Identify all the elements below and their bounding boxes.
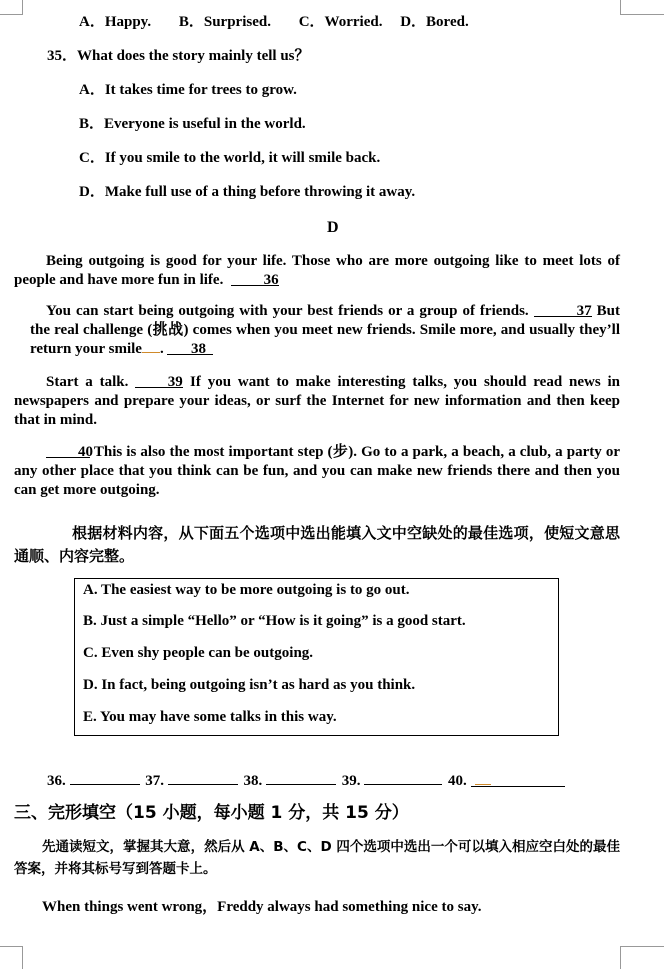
answer-line [47,770,565,791]
blank-39-number: 39 [167,374,183,390]
blank-38-number: 38 [190,341,206,357]
section-3-heading: 三、完形填空（15 小题，每小题 1 分，共 15 分） [14,803,409,823]
passage-paragraph-4 [14,443,620,500]
answer-field-37[interactable] [168,770,238,785]
corner-mark-top-right [620,0,664,15]
paragraph-2-text-b: But the real challenge (挑战) comes when you meet new friends. Smile more, and usually they’ll return your smile [30,303,620,357]
q35-option-c[interactable]: C．If you smile to the world, it will smile back. [79,150,381,166]
blank-40[interactable] [46,443,93,460]
corner-mark-bottom-right [620,946,664,969]
q35-option-d[interactable]: D．Make full use of a thing before throwing it away. [79,184,416,200]
answer-label-36: 36. [47,773,66,789]
q34-option-b[interactable]: B．Surprised. [178,14,271,30]
q35-stem: 35．What does the story mainly tell us？ [47,48,310,64]
task-instruction: 根据材料内容，从下面五个选项中选出能填入文中空缺处的最佳选项，使短文意思通顺、内容完整。 [14,524,620,565]
blank-40-number: 40 [78,444,93,460]
blank-36-number: 36 [263,272,279,288]
answer-label-37: 37. [145,773,164,789]
answer-field-39[interactable] [364,770,442,785]
answer-label-38: 38. [243,773,263,789]
blank-37[interactable] [534,302,592,317]
paragraph-1-text: Being outgoing is good for your life. Those who are more outgoing like to meet lots of people and have more fun in life. [14,253,620,288]
choice-b[interactable]: B. Just a simple “Hello” or “How is it going” is a good start. [83,613,466,629]
q34-option-d[interactable]: D．Bored. [400,14,469,30]
answer-label-40: 40. [448,773,467,789]
q34-options [79,13,469,32]
cloze-first-line: When things went wrong，Freddy always had something nice to say. [42,899,482,915]
paragraph-2-text-a: You can start being outgoing with your best friends or a group of friends. [46,303,529,319]
blank-36[interactable] [231,271,279,286]
choices-box [74,578,559,736]
paragraph-3-text-b: If you want to make interesting talks, you should read news in newspapers and prepare your ideas, or surf the Internet for new information and then keep that in mind. [14,374,621,428]
choice-e[interactable]: E. You may have some talks in this way. [83,709,337,725]
corner-mark-top-left [0,0,23,15]
blank-37-number: 37 [576,303,592,319]
blank-38[interactable] [167,340,213,355]
answer-label-39: 39. [341,773,361,789]
q34-option-a[interactable]: A．Happy. [79,14,152,30]
passage-paragraph-1 [14,252,620,290]
q35-option-b[interactable]: B．Everyone is useful in the world. [79,116,306,132]
passage-paragraph-2: You can start being outgoing with your best friends or a group of friends. 37 But the real challenge (挑战) comes when you meet new friends. Smile more, and usually they’ll return your smile . 38 [30,303,620,357]
section-3-instruction: 先通读短文，掌握其大意，然后从 A、B、C、D 四个选项中选出一个可以填入相应空白处的最佳答案，并将其标号写到答题卡上。 [14,839,621,877]
answer-field-36[interactable] [70,770,140,785]
answer-40-mark [475,772,491,785]
smile-blank-mark [142,340,160,353]
paragraph-4-text: This is also the most important step (步). Go to a park, a beach, a club, a party or any other place that you think can be fun, and you can make new friends there and then you can get more outgoing. [14,444,621,498]
corner-mark-bottom-left [0,946,23,969]
answer-field-40[interactable] [471,772,565,787]
q34-option-c[interactable]: C．Worried. [298,14,383,30]
choice-c[interactable]: C. Even shy people can be outgoing. [83,645,314,661]
choice-a[interactable]: A. The easiest way to be more outgoing is to go out. [83,582,410,598]
section-d-heading: D [327,219,339,236]
paragraph-3-text-a: Start a talk. [46,374,129,390]
choice-d[interactable]: D. In fact, being outgoing isn’t as hard as you think. [83,677,416,693]
q35-option-a[interactable]: A．It takes time for trees to grow. [79,82,297,98]
answer-field-38[interactable] [266,770,336,785]
passage-paragraph-3 [14,373,620,430]
blank-39[interactable] [135,373,183,388]
